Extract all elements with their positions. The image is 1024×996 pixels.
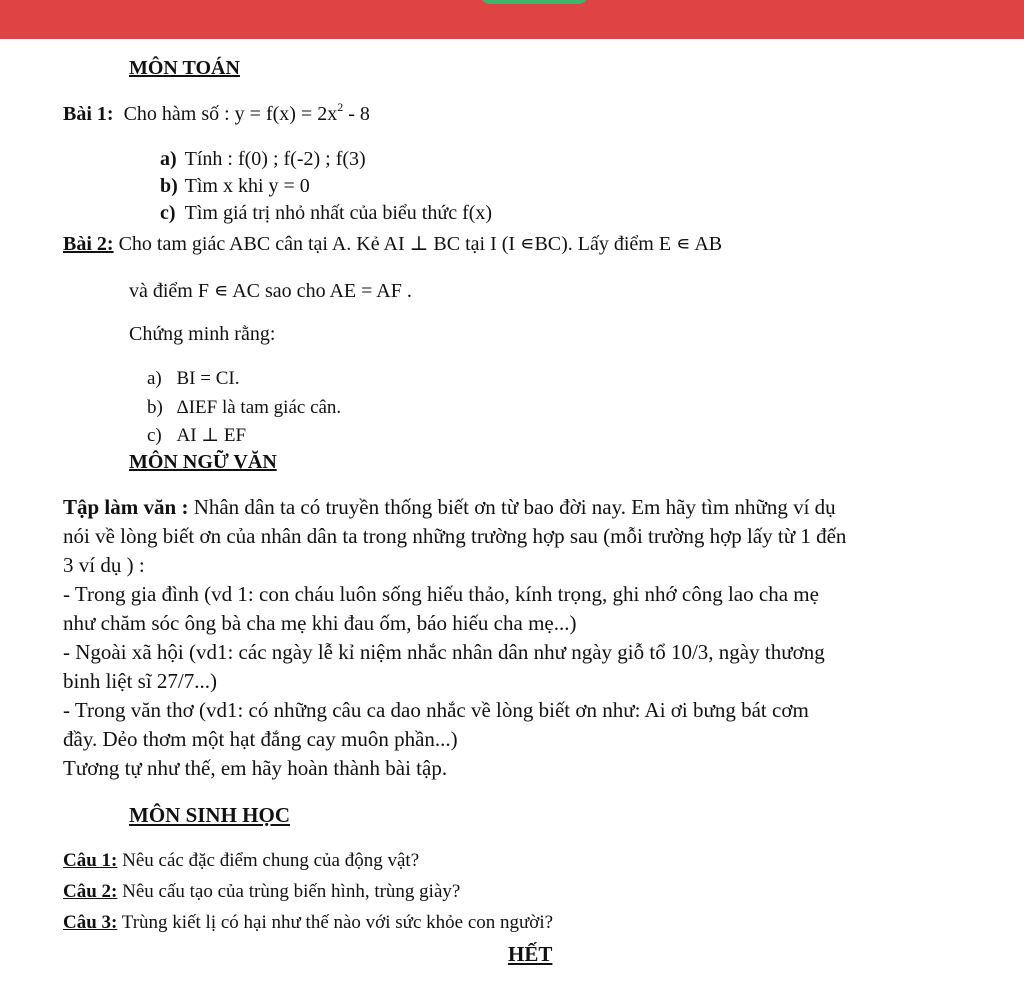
biology-question-3 [63,912,553,934]
question-text: Nêu các đặc điểm chung của động vật? [117,850,420,871]
biology-heading: MÔN SINH HỌC [129,803,291,827]
literature-line-8: - Trong văn thơ (vd1: có những câu ca dao nhắc về lòng biết ơn như: Ai ơi bưng bát cơm [63,698,809,722]
exercise-1-item-c [160,202,492,225]
item-text: Tính : f(0) ; f(-2) ; f(3) [184,148,366,170]
top-bar [0,0,1024,39]
item-label: c) [147,425,162,446]
exercise-1-tail: - 8 [343,103,370,125]
literature-line-6: - Ngoài xã hội (vd1: các ngày lễ kỉ niệm nhắc nhân dân như ngày giỗ tổ 10/3, ngày thương [63,640,825,664]
math-exercise-2 [63,231,722,256]
top-tab-indicator[interactable] [480,0,588,4]
literature-line-9: đầy. Dẻo thơm một hạt đắng cay muôn phần...) [63,727,458,751]
item-text: ΔIEF là tam giác cân. [176,397,342,418]
essay-text: Nhân dân ta có truyền thống biết ơn từ bao đời nay. Em hãy tìm những ví dụ [188,495,836,519]
exercise-1-text: Cho hàm số : y = f(x) = 2x [123,103,338,125]
item-text: AI ⊥ EF [176,425,247,446]
question-label: Câu 1: [63,850,118,871]
biology-question-1 [63,850,419,872]
literature-line-2: nói về lòng biết ơn của nhân dân ta trong những trường hợp sau (mỗi trường hợp lấy từ 1 đến [63,524,847,548]
item-label: c) [160,202,176,224]
exercise-1-item-a [160,148,366,171]
exercise-2-label: Bài 2: [63,233,114,255]
question-label: Câu 2: [63,881,118,902]
literature-heading: MÔN NGỮ VĂN [129,451,277,473]
exercise-2-item-a [147,368,239,390]
end-marker: HẾT [508,942,553,966]
exercise-1-item-b [160,175,310,198]
literature-line-10: Tương tự như thế, em hãy hoàn thành bài tập. [63,756,448,780]
item-label: b) [160,175,178,197]
question-text: Trùng kiết lị có hại như thế nào với sức khỏe con người? [117,912,554,933]
item-text: Tìm x khi y = 0 [184,175,310,197]
exercise-2-item-b [147,397,341,419]
essay-label: Tập làm văn : [63,495,189,519]
exercise-2-item-c [147,424,246,447]
literature-line-5: như chăm sóc ông bà cha mẹ khi đau ốm, báo hiếu cha mẹ...) [63,611,577,635]
question-text: Nêu cấu tạo của trùng biến hình, trùng giày? [117,881,461,902]
literature-line-3: 3 ví dụ ) : [63,553,145,577]
exercise-1-exponent: 2 [337,100,344,114]
exercise-2-text: Cho tam giác ABC cân tại A. Kẻ AI ⊥ BC tại I (I ∊BC). Lấy điểm E ∊ AB [118,233,723,255]
exercise-2-prove: Chứng minh rằng: [129,323,276,345]
biology-question-2 [63,881,460,903]
literature-line-1 [63,495,836,520]
item-label: a) [160,148,177,170]
item-text: Tìm giá trị nhỏ nhất của biểu thức f(x) [184,202,493,224]
exercise-2-line-2: và điểm F ∊ AC sao cho AE = AF . [129,280,412,302]
exercise-1-label: Bài 1: [63,103,114,125]
literature-line-4: - Trong gia đình (vd 1: con cháu luôn sống hiếu thảo, kính trọng, ghi nhớ công lao cha mẹ [63,582,819,606]
item-text: BI = CI. [176,368,240,389]
item-label: b) [147,397,163,418]
question-label: Câu 3: [63,912,118,933]
math-exercise-1 [63,100,370,126]
item-label: a) [147,368,162,389]
math-heading: MÔN TOÁN [129,57,240,79]
literature-line-7: binh liệt sĩ 27/7...) [63,669,217,693]
